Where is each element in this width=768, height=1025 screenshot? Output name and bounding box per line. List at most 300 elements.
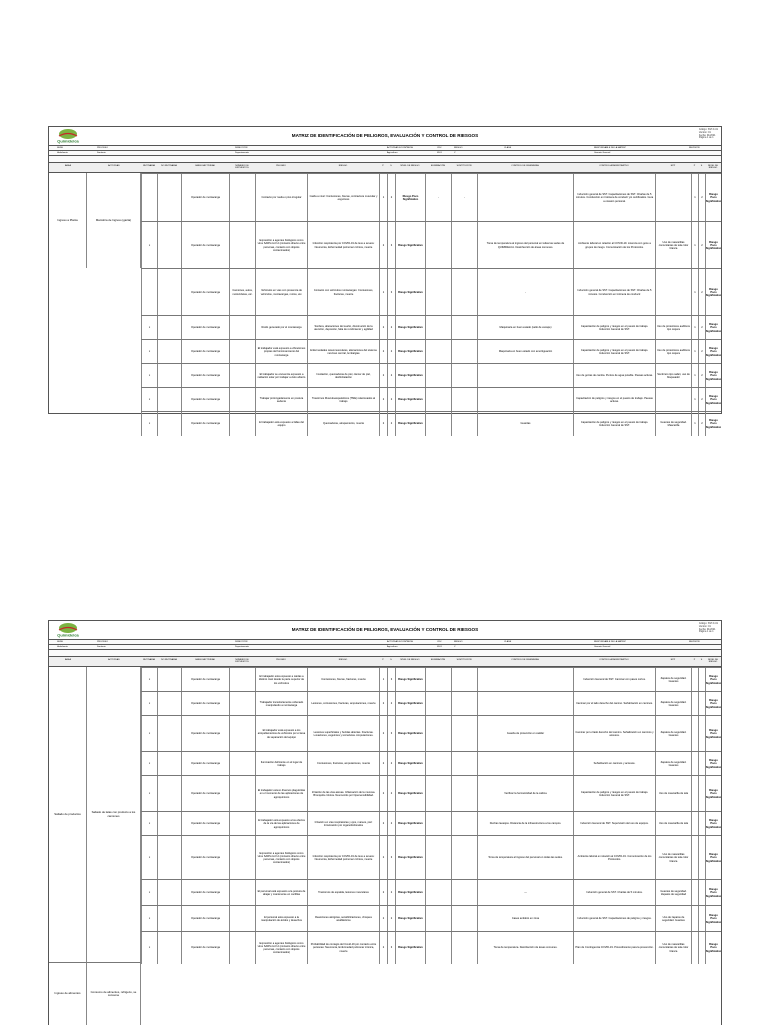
cell-sust	[451, 692, 477, 716]
label-sede: SEDE	[57, 147, 63, 149]
cell-epp: Uso de zapatos de seguridad. Guantes	[655, 906, 691, 932]
cell-p: 2	[379, 880, 387, 906]
cell-adm: Capacitación de peligros y riesgos en el puesto de trabajo. Inducción General de SST.	[573, 412, 655, 436]
cell-cargo: Operador de montacarga	[181, 222, 229, 269]
cell-elim: -	[425, 174, 451, 222]
table-row	[141, 387, 721, 412]
cell-nivel2: Riesgo Poco Significativo	[705, 364, 721, 388]
table-row	[141, 835, 721, 880]
label-revision: REVISIÓN	[689, 641, 700, 643]
column-header: NIVEL DE RIESGO	[708, 165, 718, 169]
matrix-body	[49, 173, 721, 429]
cell-p2	[691, 692, 698, 716]
cell-riesgo: Infección respiratoria por COVID-19 de leve a severa: Neumonía, Enfermedad pulmonar crónica, muerte	[307, 836, 379, 880]
cell-exp	[229, 776, 255, 812]
value-proceso: Sanitaria	[97, 646, 106, 648]
cell-exp	[229, 692, 255, 716]
cell-p: 2	[379, 364, 387, 388]
activity-cell: Saltado de latas con producto a los camiones	[87, 667, 141, 962]
cell-peligro: Exposición a agentes biológicos como virus SARS-CoV-2 (contacto directo entre personas, contacto con objetos contaminados)	[255, 836, 307, 880]
label-riesgo: RIESGO	[454, 641, 463, 643]
column-header: CONTROL DE INGENIERÍA	[511, 659, 539, 661]
cell-s: 2	[387, 174, 395, 222]
cell-elim	[425, 836, 451, 880]
cell-elim	[425, 752, 451, 776]
cell-elim	[425, 880, 451, 906]
column-header: RIESGO	[338, 659, 348, 661]
cell-adm: Inducción General de SST. Caminar con pasos cortos.	[573, 668, 655, 692]
cell-ing: Cases antidoto en zona	[477, 906, 573, 932]
label-proceso: PROCESO	[97, 147, 108, 149]
cell-p2: 1	[691, 174, 698, 222]
cell-sust	[451, 316, 477, 340]
page-header	[49, 621, 721, 640]
cell-ing: Maquinaria en buen estado (sello de escape)	[477, 316, 573, 340]
cell-nivel2: Riesgo Poco Significativo	[705, 906, 721, 932]
cell-p: 1	[379, 174, 387, 222]
cell-p: 2	[379, 388, 387, 412]
column-header: RUTINARIA	[143, 165, 155, 167]
cell-norut	[157, 932, 181, 964]
column-header: P	[693, 659, 696, 661]
cell-peligro: El trabajador está expuesto a vibraciones propias del funcionamiento del montacarga	[255, 340, 307, 364]
table-row	[141, 339, 721, 364]
label-sede: SEDE	[57, 641, 63, 643]
cell-nivel2: Riesgo Poco Significativo	[705, 752, 721, 776]
cell-epp: Zapatos de seguridad. Guantes	[655, 716, 691, 752]
cell-adm: Plan de Contingencia COVID-19. Procedimiento para la prevención.	[573, 932, 655, 964]
cell-exp	[229, 880, 255, 906]
cell-rut	[141, 269, 157, 316]
label-direccion: DIRECCIÓN	[235, 641, 248, 643]
meta-date: Fecha: 01/2021	[698, 133, 716, 137]
cell-p: 2	[379, 316, 387, 340]
cell-sust	[451, 364, 477, 388]
cell-cargo: Operador de montacarga	[181, 316, 229, 340]
cell-exp	[229, 316, 255, 340]
cell-s: 2	[387, 776, 395, 812]
cell-adm: Inducción General de SST. Supervisión del uso de equipos.	[573, 812, 655, 836]
cell-norut	[157, 668, 181, 692]
cell-exp: Camiones, autos, motocicletas, etc.	[229, 269, 255, 316]
value-ciiu: 0161	[437, 152, 442, 154]
cell-nivel2: Riesgo Poco Significativo	[705, 880, 721, 906]
cell-s2	[698, 692, 705, 716]
cell-epp	[655, 269, 691, 316]
cell-adm: Inducción general de SST. Capacitaciones de SST. Charlas de 5 minutos. Conducción en trotinera de conducir y/o certificados. Guía a ocasion personal.	[573, 174, 655, 222]
cell-p2	[691, 752, 698, 776]
cell-nivel2: Riesgo Poco Significativo	[705, 668, 721, 692]
cell-cargo: Operador de montacarga	[181, 906, 229, 932]
cell-peligro: El trabajador estuvo diversos plaguicidas en el momento de las aplicaciones de agroquímicos	[255, 776, 307, 812]
cell-nivel2: Riesgo Poco Significativo	[705, 340, 721, 364]
area-cell: Saltado de productos	[49, 667, 87, 962]
label-actividad-economica: ACTIVIDAD ECONÓMICA	[387, 641, 413, 643]
cell-rut: x	[141, 906, 157, 932]
column-header: PELIGRO	[276, 659, 286, 661]
cell-elim	[425, 906, 451, 932]
cell-nivel2: Riesgo Poco Significativo	[705, 388, 721, 412]
label-responsable: RESPONSABLE DE LA MATRIZ	[594, 641, 626, 643]
cell-rut: x	[141, 932, 157, 964]
cell-rut: x	[141, 752, 157, 776]
cell-p: 1	[379, 668, 387, 692]
cell-s: 2	[387, 364, 395, 388]
column-header: S	[700, 659, 703, 661]
cell-peligro: El trabajador está expuesto a los efectos de la vía de las aplicaciones de agroquímicos	[255, 812, 307, 836]
cell-adm: Uso de gorras de camba. Puntos de agua potable. Pausas activas.	[573, 364, 655, 388]
cell-nivel: Riesgo Significativo	[395, 752, 425, 776]
cell-p2: 1	[691, 412, 698, 436]
cell-epp: Uso de mascarillas comunitarias de tela color blanca	[655, 222, 691, 269]
cell-p: 2	[379, 906, 387, 932]
cell-rut: x	[141, 880, 157, 906]
cell-adm: Inducción general de SST. Capacitaciones de peligros y riesgos.	[573, 906, 655, 932]
cell-p2: 1	[691, 388, 698, 412]
cell-s: 2	[387, 340, 395, 364]
column-header: P	[693, 165, 696, 167]
cell-adm: Ambiente laboral en relación al COVID-19. Comunicación de los Protocolos.	[573, 836, 655, 880]
meta-page: Página 1 de 1	[698, 136, 714, 140]
cell-p: 2	[379, 752, 387, 776]
cell-norut	[157, 836, 181, 880]
cell-riesgo: Reacciones alérgicas, sensibilizaciones, choques anafilácticos	[307, 906, 379, 932]
value-proceso: Sanitaria	[97, 152, 106, 154]
cell-sust	[451, 776, 477, 812]
cell-nivel: Riesgo Significativo	[395, 932, 425, 964]
cell-exp	[229, 340, 255, 364]
value-sede: Hidrofuerte	[57, 152, 68, 154]
cell-nivel2: Riesgo Poco Significativo	[705, 716, 721, 752]
column-header: NIVEL DE RIESGO	[708, 659, 718, 663]
cell-p2: 1	[691, 269, 698, 316]
cell-adm: Capacitación de peligros y riesgos en el puesto de trabajo. Inducción General de SST.	[573, 776, 655, 812]
column-header: CARGO/ACTIVIDAD	[194, 165, 216, 167]
cell-adm: Caminar por el lado derecho del camino. Señalización en caminos y accesos.	[573, 716, 655, 752]
cell-p: 2	[379, 776, 387, 812]
cell-sust	[451, 269, 477, 316]
cell-epp: Zapatos de seguridad. Guantes	[655, 668, 691, 692]
cell-p: 2	[379, 812, 387, 836]
cell-riesgo: Trastornos de espalda, lesiones musculares	[307, 880, 379, 906]
cell-sust	[451, 340, 477, 364]
cell-cargo: Operador de montacarga	[181, 752, 229, 776]
cell-norut	[157, 340, 181, 364]
cell-s2: 2	[698, 316, 705, 340]
label-proceso: PROCESO	[97, 641, 108, 643]
cell-ing	[477, 668, 573, 692]
cell-ing: Toma de temperatura. Desinfección de áreas comunes.	[477, 932, 573, 964]
cell-nivel: Riesgo Significativo	[395, 269, 425, 316]
cell-nivel2: Riesgo Poco Significativo	[705, 412, 721, 436]
cell-norut	[157, 812, 181, 836]
cell-exp	[229, 812, 255, 836]
label-direccion: DIRECCIÓN	[235, 147, 248, 149]
cell-nivel: Riesgo Significativo	[395, 222, 425, 269]
cell-norut	[157, 906, 181, 932]
cell-adm: Capacitación de peligros y riesgos en el puesto de trabajo. Pausas activas.	[573, 388, 655, 412]
cell-s: 3	[387, 222, 395, 269]
document-meta	[699, 129, 718, 140]
cell-ing: Guardas	[477, 412, 573, 436]
cell-epp: Uso de mascarillas comunitarias de tela color blanca	[655, 836, 691, 880]
cell-sust	[451, 812, 477, 836]
cell-riesgo: Irritación de las vías aéreas. Inflamación de la mucosa. Bronquitis crónica. Neumonitis por hipersensibilidad.	[307, 776, 379, 812]
column-header: S	[390, 165, 392, 167]
cell-ing	[477, 364, 573, 388]
cell-exp	[229, 906, 255, 932]
table-row	[141, 667, 721, 692]
cell-sust	[451, 222, 477, 269]
cell-cargo: Operador de montacarga	[181, 812, 229, 836]
value-responsable: Gerente General	[594, 646, 611, 648]
cell-epp: Guantes de seguridad. Mascarilla	[655, 412, 691, 436]
column-header: CARGO/ACTIVIDAD	[194, 659, 216, 661]
cell-cargo: Operador de montacarga	[181, 776, 229, 812]
cell-riesgo: Contusiones, fisuras, fracturas, muerte	[307, 668, 379, 692]
cell-p: 2	[379, 836, 387, 880]
cell-nivel: Riesgo Significativo	[395, 340, 425, 364]
column-header: NIVEL DE RIESGO	[400, 659, 420, 661]
cell-nivel2: Riesgo Poco Significativo	[705, 776, 721, 812]
cell-elim	[425, 222, 451, 269]
cell-cargo: Operador de montacarga	[181, 836, 229, 880]
area-cell-2: Ingreso de alimentos	[49, 962, 87, 1025]
cell-p: 2	[379, 222, 387, 269]
cell-nivel: Riesgo Significativo	[395, 316, 425, 340]
cell-ing: -	[477, 269, 573, 316]
cell-norut	[157, 316, 181, 340]
column-header: P	[382, 659, 384, 661]
cell-exp	[229, 222, 255, 269]
cell-nivel: Riesgo Significativo	[395, 364, 425, 388]
cell-cargo: Operador de montacarga	[181, 716, 229, 752]
cell-ing	[477, 752, 573, 776]
cell-exp	[229, 932, 255, 964]
cell-cargo: Operador de montacarga	[181, 174, 229, 222]
svg-text:Quimidelca: Quimidelca	[57, 138, 79, 144]
cell-riesgo: Contacto con vehículos montacargas: Contusiones, fracturas, muerte	[307, 269, 379, 316]
value-riesgo: V	[454, 152, 456, 154]
table-row	[141, 691, 721, 716]
cell-norut	[157, 880, 181, 906]
cell-nivel: Riesgo Significativo	[395, 388, 425, 412]
cell-s: 2	[387, 880, 395, 906]
column-header: CONTROL DE INGENIERÍA	[511, 165, 539, 167]
cell-riesgo: Insolación, quemaduras de piel, cáncer de piel, deshidratación	[307, 364, 379, 388]
cell-s: 2	[387, 692, 395, 716]
cell-peligro: El trabajador está expuesto a fallas del equipo	[255, 412, 307, 436]
cell-s2	[698, 716, 705, 752]
cell-norut	[157, 776, 181, 812]
cell-ing	[477, 388, 573, 412]
cell-elim	[425, 364, 451, 388]
cell-elim	[425, 812, 451, 836]
table-row	[141, 363, 721, 388]
cell-epp: Zapatos de seguridad. Guantes	[655, 692, 691, 716]
column-header: NÚMERO DE EXPUESTOS	[235, 165, 249, 169]
matrix-body	[49, 667, 721, 1025]
cell-s2	[698, 668, 705, 692]
label-actividad-economica: ACTIVIDAD ECONÓMICA	[387, 147, 413, 149]
matrix-page-2	[48, 620, 722, 1025]
cell-peligro: Exposición a agentes biológicos como virus SARS-CoV-2 (contacto directo entre personas, contacto con objetos contaminados)	[255, 932, 307, 964]
cell-peligro: Trabajador transitoriamente ordenado manipulando a montacarga	[255, 692, 307, 716]
cell-s: 2	[387, 412, 395, 436]
cell-ing: —	[477, 880, 573, 906]
column-header: EPP	[670, 165, 676, 167]
cell-sust: -	[451, 174, 477, 222]
cell-riesgo: Lesiones, contusiones, fracturas, amputaciones, muerte	[307, 692, 379, 716]
cell-s2	[698, 932, 705, 964]
cell-p2	[691, 906, 698, 932]
column-header: CONTROL ADMINISTRATIVO	[599, 165, 629, 167]
cell-p2	[691, 932, 698, 964]
cell-peligro: Ruido generado por el montacarga	[255, 316, 307, 340]
column-header: CONTROL ADMINISTRATIVO	[599, 659, 629, 661]
cell-sust	[451, 388, 477, 412]
cell-s2: 2	[698, 412, 705, 436]
cell-exp	[229, 716, 255, 752]
cell-rut: x	[141, 776, 157, 812]
cell-exp	[229, 388, 255, 412]
cell-nivel: Riesgo Significativo	[395, 412, 425, 436]
cell-peligro: El trabajador se encuentra expuesto a radiación solar por trabajar a cielo abierto	[255, 364, 307, 388]
cell-s: 3	[387, 932, 395, 964]
column-header: ACTIVIDAD	[108, 659, 120, 661]
value-responsable: Gerente General	[594, 152, 611, 154]
cell-sust	[451, 906, 477, 932]
column-header: ÁREA	[65, 659, 71, 661]
cell-sust	[451, 668, 477, 692]
cell-cargo: Operador de montacarga	[181, 340, 229, 364]
cell-nivel2: Riesgo Poco Significativo	[705, 836, 721, 880]
column-header: ELIMINACIÓN	[430, 165, 446, 167]
cell-s: 3	[387, 269, 395, 316]
cell-s2: 2	[698, 364, 705, 388]
value-direccion: Departamento	[235, 152, 249, 154]
cell-epp: Zapatos de seguridad. Guantes	[655, 752, 691, 776]
cell-ing: Toma de temperatura al ingreso del personal en todas las sedes de QUIMIDELCA. Desinfección de áreas comunes.	[477, 222, 573, 269]
meta-date: Fecha: 01/2021	[698, 627, 716, 631]
cell-cargo: Operador de montacarga	[181, 269, 229, 316]
cell-epp: Uso de protectores auditivos tipo orejera	[655, 316, 691, 340]
cell-s: 3	[387, 668, 395, 692]
column-header: RIESGO	[338, 165, 348, 167]
cell-ing: Duchas lavaojos. Distancia de la infraestructura a los campos.	[477, 812, 573, 836]
cell-epp	[655, 174, 691, 222]
table-row	[141, 751, 721, 776]
cell-adm: Señalización en caminos y accesos.	[573, 752, 655, 776]
cell-rut: x	[141, 388, 157, 412]
header-spacer-row	[49, 156, 721, 163]
cell-riesgo: Irritación en vías respiratorias y ojos, mareos, piel: Intoxicación por organofosforados	[307, 812, 379, 836]
column-header: RUTINARIA	[143, 659, 155, 661]
cell-nivel2: Riesgo Poco Significativo	[705, 316, 721, 340]
cell-epp: Uso de mascarilla de tela	[655, 812, 691, 836]
cell-adm: Ambiente laboral en relación al COVID-19. Licencia con goce a grupos de riesgo. Comunicación de los Protocolos.	[573, 222, 655, 269]
document-title: MATRIZ DE IDENTIFICACIÓN DE PELIGROS, EVALUACIÓN Y CONTROL DE RIESGOS	[291, 133, 479, 138]
cell-s: 2	[387, 752, 395, 776]
cell-nivel2: Riesgo Poco Significativo	[705, 269, 721, 316]
cell-ing: Toma de temperatura al ingreso del personal en todas las sedes.	[477, 836, 573, 880]
cell-norut	[157, 222, 181, 269]
cell-norut	[157, 388, 181, 412]
cell-nivel: Riesgo Significativo	[395, 906, 425, 932]
table-row	[141, 715, 721, 752]
column-header: ELIMINACIÓN	[430, 659, 446, 661]
cell-p2	[691, 668, 698, 692]
cell-ing: Verificar la hermeticidad de la cabina	[477, 776, 573, 812]
label-responsable: RESPONSABLE DE LA MATRIZ	[594, 147, 626, 149]
cell-ing	[477, 692, 573, 716]
column-header: NÚMERO DE EXPUESTOS	[235, 659, 249, 663]
label-riesgo: RIESGO	[454, 147, 463, 149]
cell-adm: Caminar por el lado derecho del camino. Señalización en caminos.	[573, 692, 655, 716]
cell-p2	[691, 812, 698, 836]
cell-cargo: Operador de montacarga	[181, 364, 229, 388]
cell-s2	[698, 776, 705, 812]
column-header: SUSTITUCIÓN	[456, 165, 472, 167]
column-header: S	[390, 659, 392, 661]
cell-peligro: El trabajador está expuesto a caídas a distinto nivel desde la parte superior de los vehículos	[255, 668, 307, 692]
cell-norut	[157, 752, 181, 776]
cell-peligro: El personal está expuesto a la manipulación de ácidos y desechos	[255, 906, 307, 932]
cell-p2	[691, 776, 698, 812]
cell-elim	[425, 932, 451, 964]
cell-sust	[451, 932, 477, 964]
cell-p2: 1	[691, 222, 698, 269]
label-ciiu: CIIU	[437, 641, 442, 643]
header-spacer-row	[49, 650, 721, 657]
cell-elim	[425, 269, 451, 316]
cell-s2: 2	[698, 388, 705, 412]
cell-s: 2	[387, 388, 395, 412]
cell-cargo: Operador de montacarga	[181, 412, 229, 436]
cell-riesgo: Caída a nivel: Contusiones, fisuras, contractura muscular y esguinces	[307, 174, 379, 222]
cell-rut: x	[141, 222, 157, 269]
meta-version: Versión: 01	[698, 624, 711, 628]
table-row	[141, 811, 721, 836]
cell-nivel: Riesgo Significativo	[395, 692, 425, 716]
value-direccion: Departamento	[235, 646, 249, 648]
svg-text:Quimidelca: Quimidelca	[57, 632, 79, 638]
cell-peligro: Iluminación deficiente en el lugar de trabajo	[255, 752, 307, 776]
cell-epp: Sombrero tipo safari, uso de bloqueador	[655, 364, 691, 388]
cell-adm: Capacitación de peligros y riesgos en el puesto de trabajo. Inducción General de SST.	[573, 340, 655, 364]
cell-rut: x	[141, 340, 157, 364]
cell-peligro: El trabajador está expuesto a los atropellamientos de vehículos por el área de separación del equipo	[255, 716, 307, 752]
meta-code: Código: SST-F-01	[698, 622, 718, 625]
cell-riesgo: Sordera, alteraciones del sueño, disminución de la atención, depresión, falta de rendimiento y agilidad	[307, 316, 379, 340]
cell-exp	[229, 364, 255, 388]
cell-norut	[157, 364, 181, 388]
cell-p: 2	[379, 340, 387, 364]
table-row	[141, 221, 721, 269]
value-riesgo: V	[454, 646, 456, 648]
cell-rut: x	[141, 668, 157, 692]
cell-p: 2	[379, 932, 387, 964]
activity-cell-2: Consumo de alimentos, refrigerio, se consume	[87, 962, 141, 1025]
cell-s: 2	[387, 812, 395, 836]
cell-norut	[157, 692, 181, 716]
cell-rut: x	[141, 364, 157, 388]
cell-cargo: Operador de montacarga	[181, 692, 229, 716]
cell-adm: Inducción general de SST. Charlas de 5 minutos.	[573, 880, 655, 906]
label-clase: CLASE	[504, 147, 512, 149]
column-header: ÁREA	[65, 165, 71, 167]
table-row	[141, 315, 721, 340]
